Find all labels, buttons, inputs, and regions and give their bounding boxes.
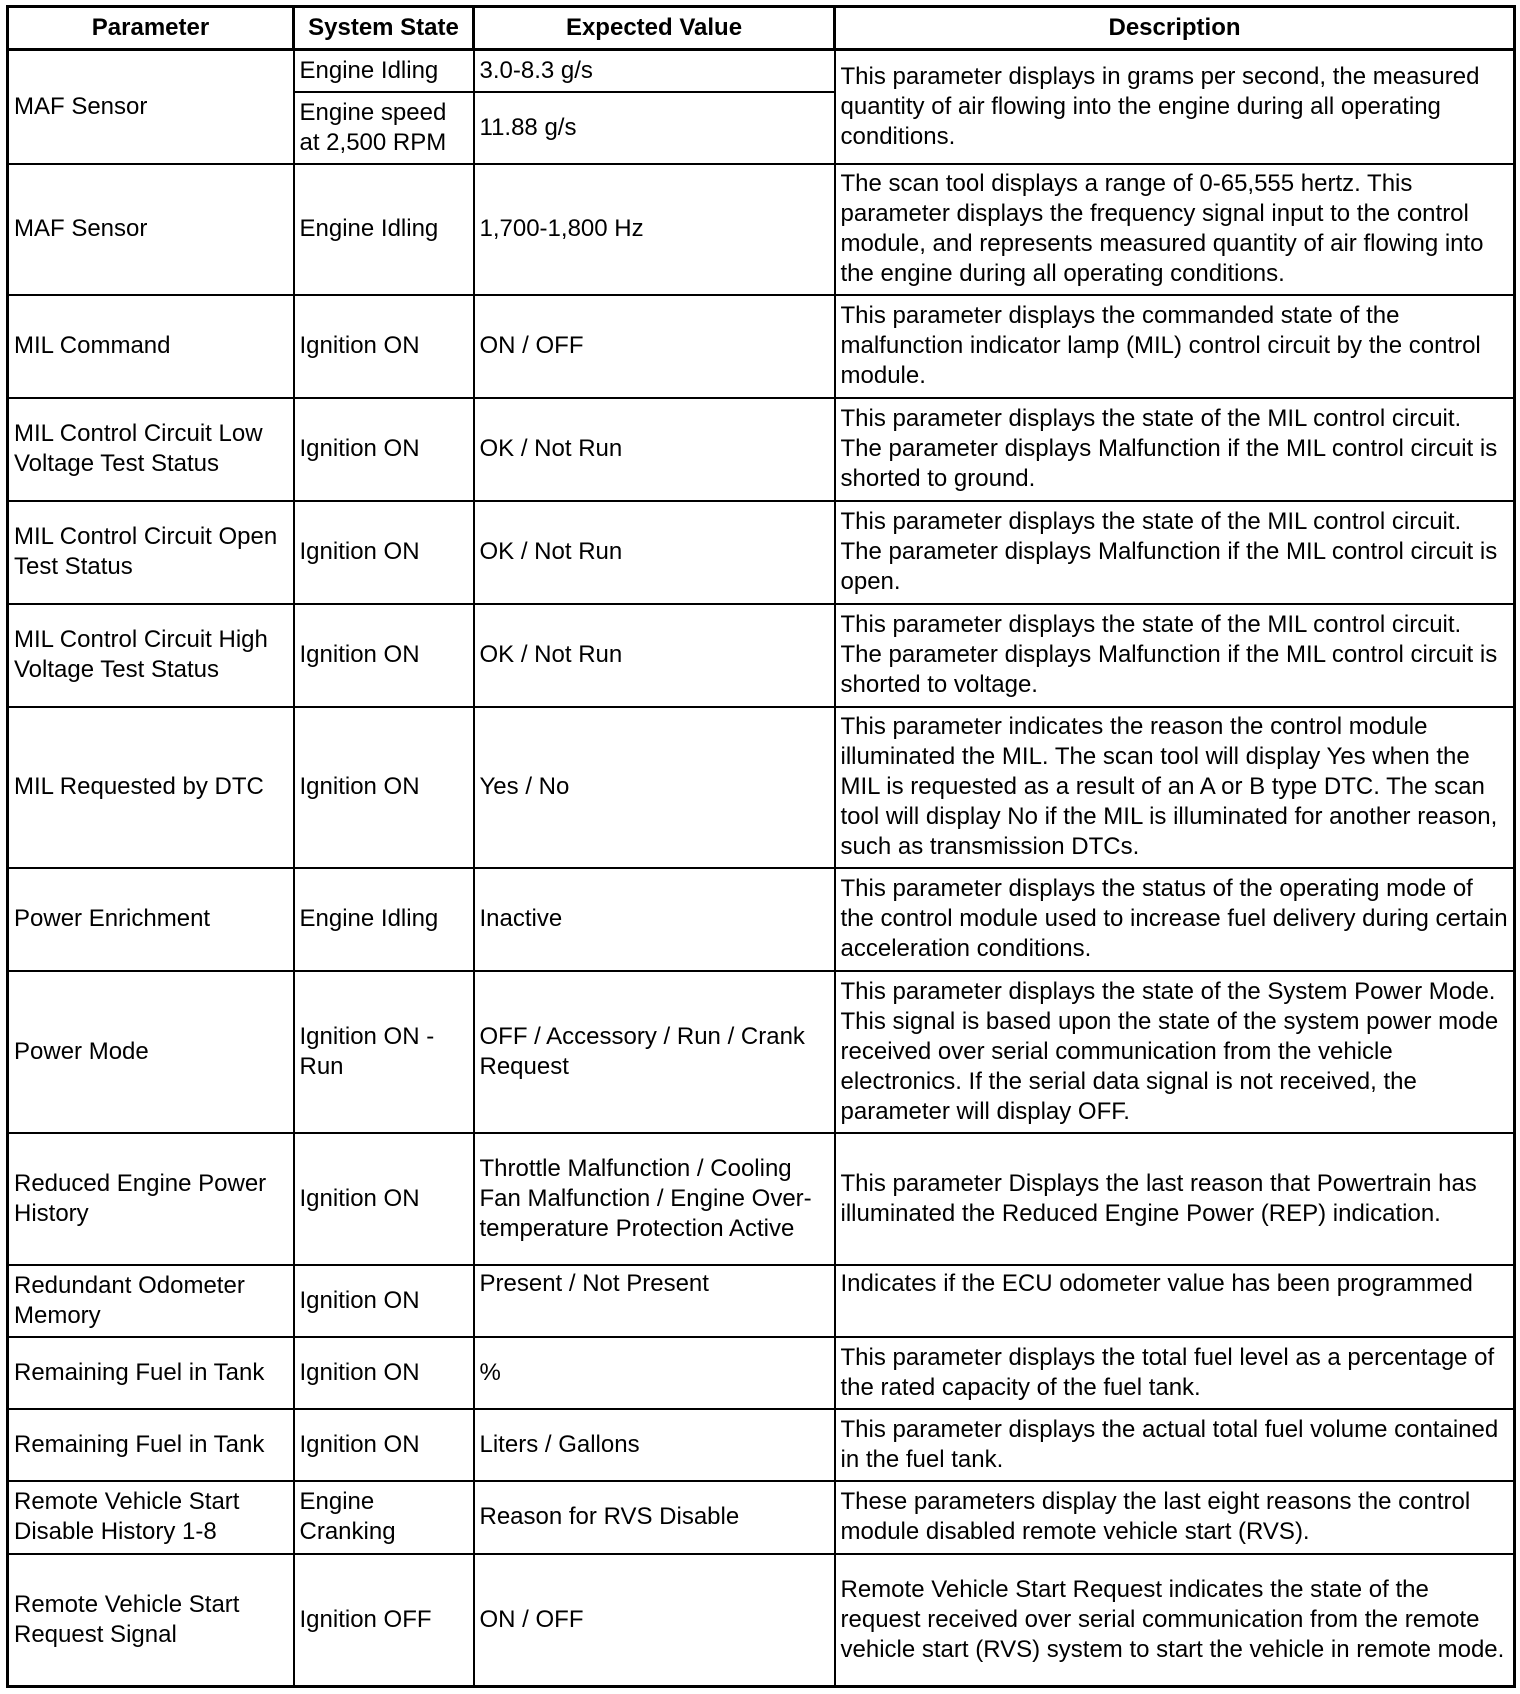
cell-system-state: Ignition ON <box>294 1409 474 1481</box>
table-row <box>8 50 1515 92</box>
header-system-state: System State <box>294 7 474 50</box>
cell-expected-value: Throttle Malfunction / Cooling Fan Malfunction / Engine Over-temperature Protection Active <box>474 1133 835 1265</box>
header-expected-value: Expected Value <box>474 7 835 50</box>
cell-parameter: MIL Control Circuit Low Voltage Test Status <box>8 398 294 501</box>
cell-system-state: Ignition ON <box>294 398 474 501</box>
cell-parameter: Remote Vehicle Start Disable History 1-8 <box>8 1481 294 1554</box>
cell-description: This parameter displays the total fuel level as a percentage of the rated capacity of the fuel tank. <box>835 1337 1515 1409</box>
cell-parameter: Remaining Fuel in Tank <box>8 1409 294 1481</box>
table-row <box>8 1481 1515 1554</box>
cell-description: This parameter indicates the reason the control module illuminated the MIL. The scan tool will display Yes when the MIL is requested as a result of an A or B type DTC. The scan tool will display No if the MIL is illuminated for another reason, such as transmission DTCs. <box>835 707 1515 868</box>
cell-expected-value: 3.0-8.3 g/s <box>474 50 835 92</box>
cell-system-state: Ignition OFF <box>294 1554 474 1687</box>
cell-parameter: MIL Command <box>8 295 294 398</box>
cell-expected-value: % <box>474 1337 835 1409</box>
table-row <box>8 1133 1515 1265</box>
cell-expected-value: Liters / Gallons <box>474 1409 835 1481</box>
cell-description: This parameter displays the state of the MIL control circuit. The parameter displays Malfunction if the MIL control circuit is open. <box>835 501 1515 604</box>
cell-parameter: Remote Vehicle Start Request Signal <box>8 1554 294 1687</box>
cell-expected-value: OFF / Accessory / Run / Crank Request <box>474 971 835 1133</box>
cell-expected-value: Inactive <box>474 868 835 971</box>
table-row <box>8 604 1515 707</box>
cell-description: This parameter displays the state of the MIL control circuit. The parameter displays Malfunction if the MIL control circuit is shorted to voltage. <box>835 604 1515 707</box>
cell-expected-value: 1,700-1,800 Hz <box>474 164 835 295</box>
cell-description: This parameter Displays the last reason that Powertrain has illuminated the Reduced Engine Power (REP) indication. <box>835 1133 1515 1265</box>
cell-expected-value: OK / Not Run <box>474 398 835 501</box>
cell-parameter: MIL Control Circuit High Voltage Test Status <box>8 604 294 707</box>
cell-description: This parameter displays the commanded state of the malfunction indicator lamp (MIL) control circuit by the control module. <box>835 295 1515 398</box>
cell-description: This parameter displays the actual total fuel volume contained in the fuel tank. <box>835 1409 1515 1481</box>
cell-expected-value: Yes / No <box>474 707 835 868</box>
table-row <box>8 398 1515 501</box>
table-row <box>8 868 1515 971</box>
table-row <box>8 1337 1515 1409</box>
header-description: Description <box>835 7 1515 50</box>
table-row <box>8 971 1515 1133</box>
table-row <box>8 501 1515 604</box>
cell-parameter: MAF Sensor <box>8 164 294 295</box>
cell-description: These parameters display the last eight reasons the control module disabled remote vehicle start (RVS). <box>835 1481 1515 1554</box>
cell-system-state: Engine Idling <box>294 164 474 295</box>
cell-expected-value: OK / Not Run <box>474 604 835 707</box>
cell-system-state: Ignition ON <box>294 707 474 868</box>
cell-description: Indicates if the ECU odometer value has been programmed <box>835 1265 1515 1337</box>
cell-system-state: Engine Cranking <box>294 1481 474 1554</box>
header-parameter: Parameter <box>8 7 294 50</box>
cell-system-state: Ignition ON <box>294 1133 474 1265</box>
cell-system-state: Engine Idling <box>294 50 474 92</box>
parameter-table-container <box>6 5 1513 1688</box>
cell-system-state: Ignition ON <box>294 501 474 604</box>
table-row <box>8 1265 1515 1337</box>
cell-system-state: Ignition ON <box>294 295 474 398</box>
cell-description: This parameter displays the state of the MIL control circuit. The parameter displays Malfunction if the MIL control circuit is shorted to ground. <box>835 398 1515 501</box>
cell-parameter: Redundant Odometer Memory <box>8 1265 294 1337</box>
cell-parameter: MIL Control Circuit Open Test Status <box>8 501 294 604</box>
cell-system-state: Ignition ON <box>294 1337 474 1409</box>
table-row <box>8 295 1515 398</box>
cell-parameter: MAF Sensor <box>8 50 294 164</box>
cell-description: This parameter displays the status of the operating mode of the control module used to increase fuel delivery during certain acceleration conditions. <box>835 868 1515 971</box>
cell-parameter: Power Enrichment <box>8 868 294 971</box>
cell-parameter: Power Mode <box>8 971 294 1133</box>
cell-expected-value: Reason for RVS Disable <box>474 1481 835 1554</box>
cell-parameter: MIL Requested by DTC <box>8 707 294 868</box>
table-row <box>8 1409 1515 1481</box>
cell-description: This parameter displays the state of the System Power Mode. This signal is based upon the state of the system power mode received over serial communication from the vehicle electronics. If the serial data signal is not received, the parameter will display OFF. <box>835 971 1515 1133</box>
cell-parameter: Reduced Engine Power History <box>8 1133 294 1265</box>
table-row <box>8 707 1515 868</box>
cell-system-state: Ignition ON <box>294 1265 474 1337</box>
cell-system-state: Ignition ON <box>294 604 474 707</box>
cell-expected-value: Present / Not Present <box>474 1265 835 1337</box>
cell-description: The scan tool displays a range of 0-65,555 hertz. This parameter displays the frequency signal input to the control module, and represents measured quantity of air flowing into the engine during all operating conditions. <box>835 164 1515 295</box>
cell-system-state: Engine Idling <box>294 868 474 971</box>
parameter-table <box>6 5 1516 1688</box>
cell-expected-value: ON / OFF <box>474 295 835 398</box>
table-row <box>8 1554 1515 1687</box>
table-row <box>8 164 1515 295</box>
cell-expected-value: ON / OFF <box>474 1554 835 1687</box>
cell-parameter: Remaining Fuel in Tank <box>8 1337 294 1409</box>
header-row <box>8 7 1515 50</box>
cell-system-state: Ignition ON - Run <box>294 971 474 1133</box>
cell-system-state: Engine speed at 2,500 RPM <box>294 92 474 164</box>
cell-description: This parameter displays in grams per second, the measured quantity of air flowing into the engine during all operating conditions. <box>835 50 1515 164</box>
cell-description: Remote Vehicle Start Request indicates the state of the request received over serial communication from the remote vehicle start (RVS) system to start the vehicle in remote mode. <box>835 1554 1515 1687</box>
cell-expected-value: OK / Not Run <box>474 501 835 604</box>
cell-expected-value: 11.88 g/s <box>474 92 835 164</box>
